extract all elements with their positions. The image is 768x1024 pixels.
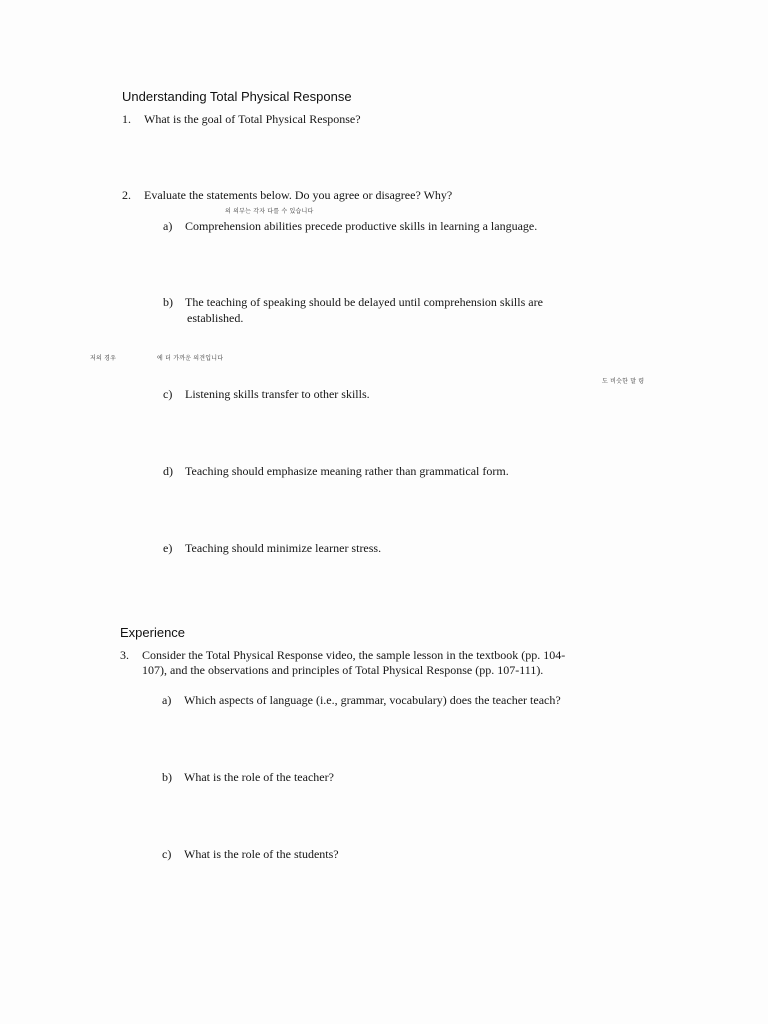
statement-d-text: Teaching should emphasize meaning rather than grammatical form. (185, 464, 509, 478)
experience-c-letter: c) (162, 847, 172, 861)
question-2-number: 2. (122, 188, 131, 202)
experience-a-text: Which aspects of language (i.e., grammar, vocabulary) does the teacher teach? (184, 693, 561, 707)
question-3-number: 3. (120, 648, 129, 662)
statement-b-text-line2: established. (187, 311, 244, 325)
question-3 (120, 648, 565, 663)
margin-note-left-b: 에 더 가까운 의견입니다 (157, 355, 224, 362)
statement-e-letter: e) (163, 541, 173, 555)
statement-a-text: Comprehension abilities precede productive skills in learning a language. (185, 219, 538, 233)
statement-b (163, 295, 543, 310)
section-title-experience: Experience (120, 625, 186, 640)
statement-a-letter: a) (163, 219, 173, 233)
question-2-text: Evaluate the statements below. Do you agree or disagree? Why? (144, 188, 453, 202)
question-3-text-line2: 107), and the observations and principles of Total Physical Response (pp. 107-111). (142, 663, 544, 677)
statement-e (163, 541, 381, 556)
question-1-number: 1. (122, 112, 131, 126)
experience-c (162, 847, 339, 862)
statement-d-letter: d) (163, 464, 173, 478)
handwritten-annotation: 의 의부는 각자 다를 수 있습니다 (225, 208, 314, 215)
experience-b-text: What is the role of the teacher? (184, 770, 334, 784)
experience-b (162, 770, 334, 785)
margin-note-left-a: 저의 경우 (90, 355, 117, 362)
statement-e-text: Teaching should minimize learner stress. (185, 541, 382, 555)
statement-c-letter: c) (163, 387, 173, 401)
section-title-understanding: Understanding Total Physical Response (122, 89, 352, 104)
experience-b-letter: b) (162, 770, 172, 784)
question-1-text: What is the goal of Total Physical Response? (144, 112, 361, 126)
question-1 (122, 112, 361, 127)
experience-a (162, 693, 561, 708)
statement-d (163, 464, 509, 479)
statement-a (163, 219, 537, 234)
statement-b-text-line1: The teaching of speaking should be delayed until comprehension skills are (185, 295, 543, 309)
experience-a-letter: a) (162, 693, 172, 707)
experience-c-text: What is the role of the students? (184, 847, 339, 861)
statement-b-letter: b) (163, 295, 173, 309)
statement-c (163, 387, 370, 402)
question-2 (122, 188, 452, 203)
question-3-text-line1: Consider the Total Physical Response video, the sample lesson in the textbook (pp. 104- (142, 648, 566, 662)
statement-c-text: Listening skills transfer to other skills. (185, 387, 370, 401)
margin-note-right: 도 비슷한 말 령 (602, 378, 645, 385)
